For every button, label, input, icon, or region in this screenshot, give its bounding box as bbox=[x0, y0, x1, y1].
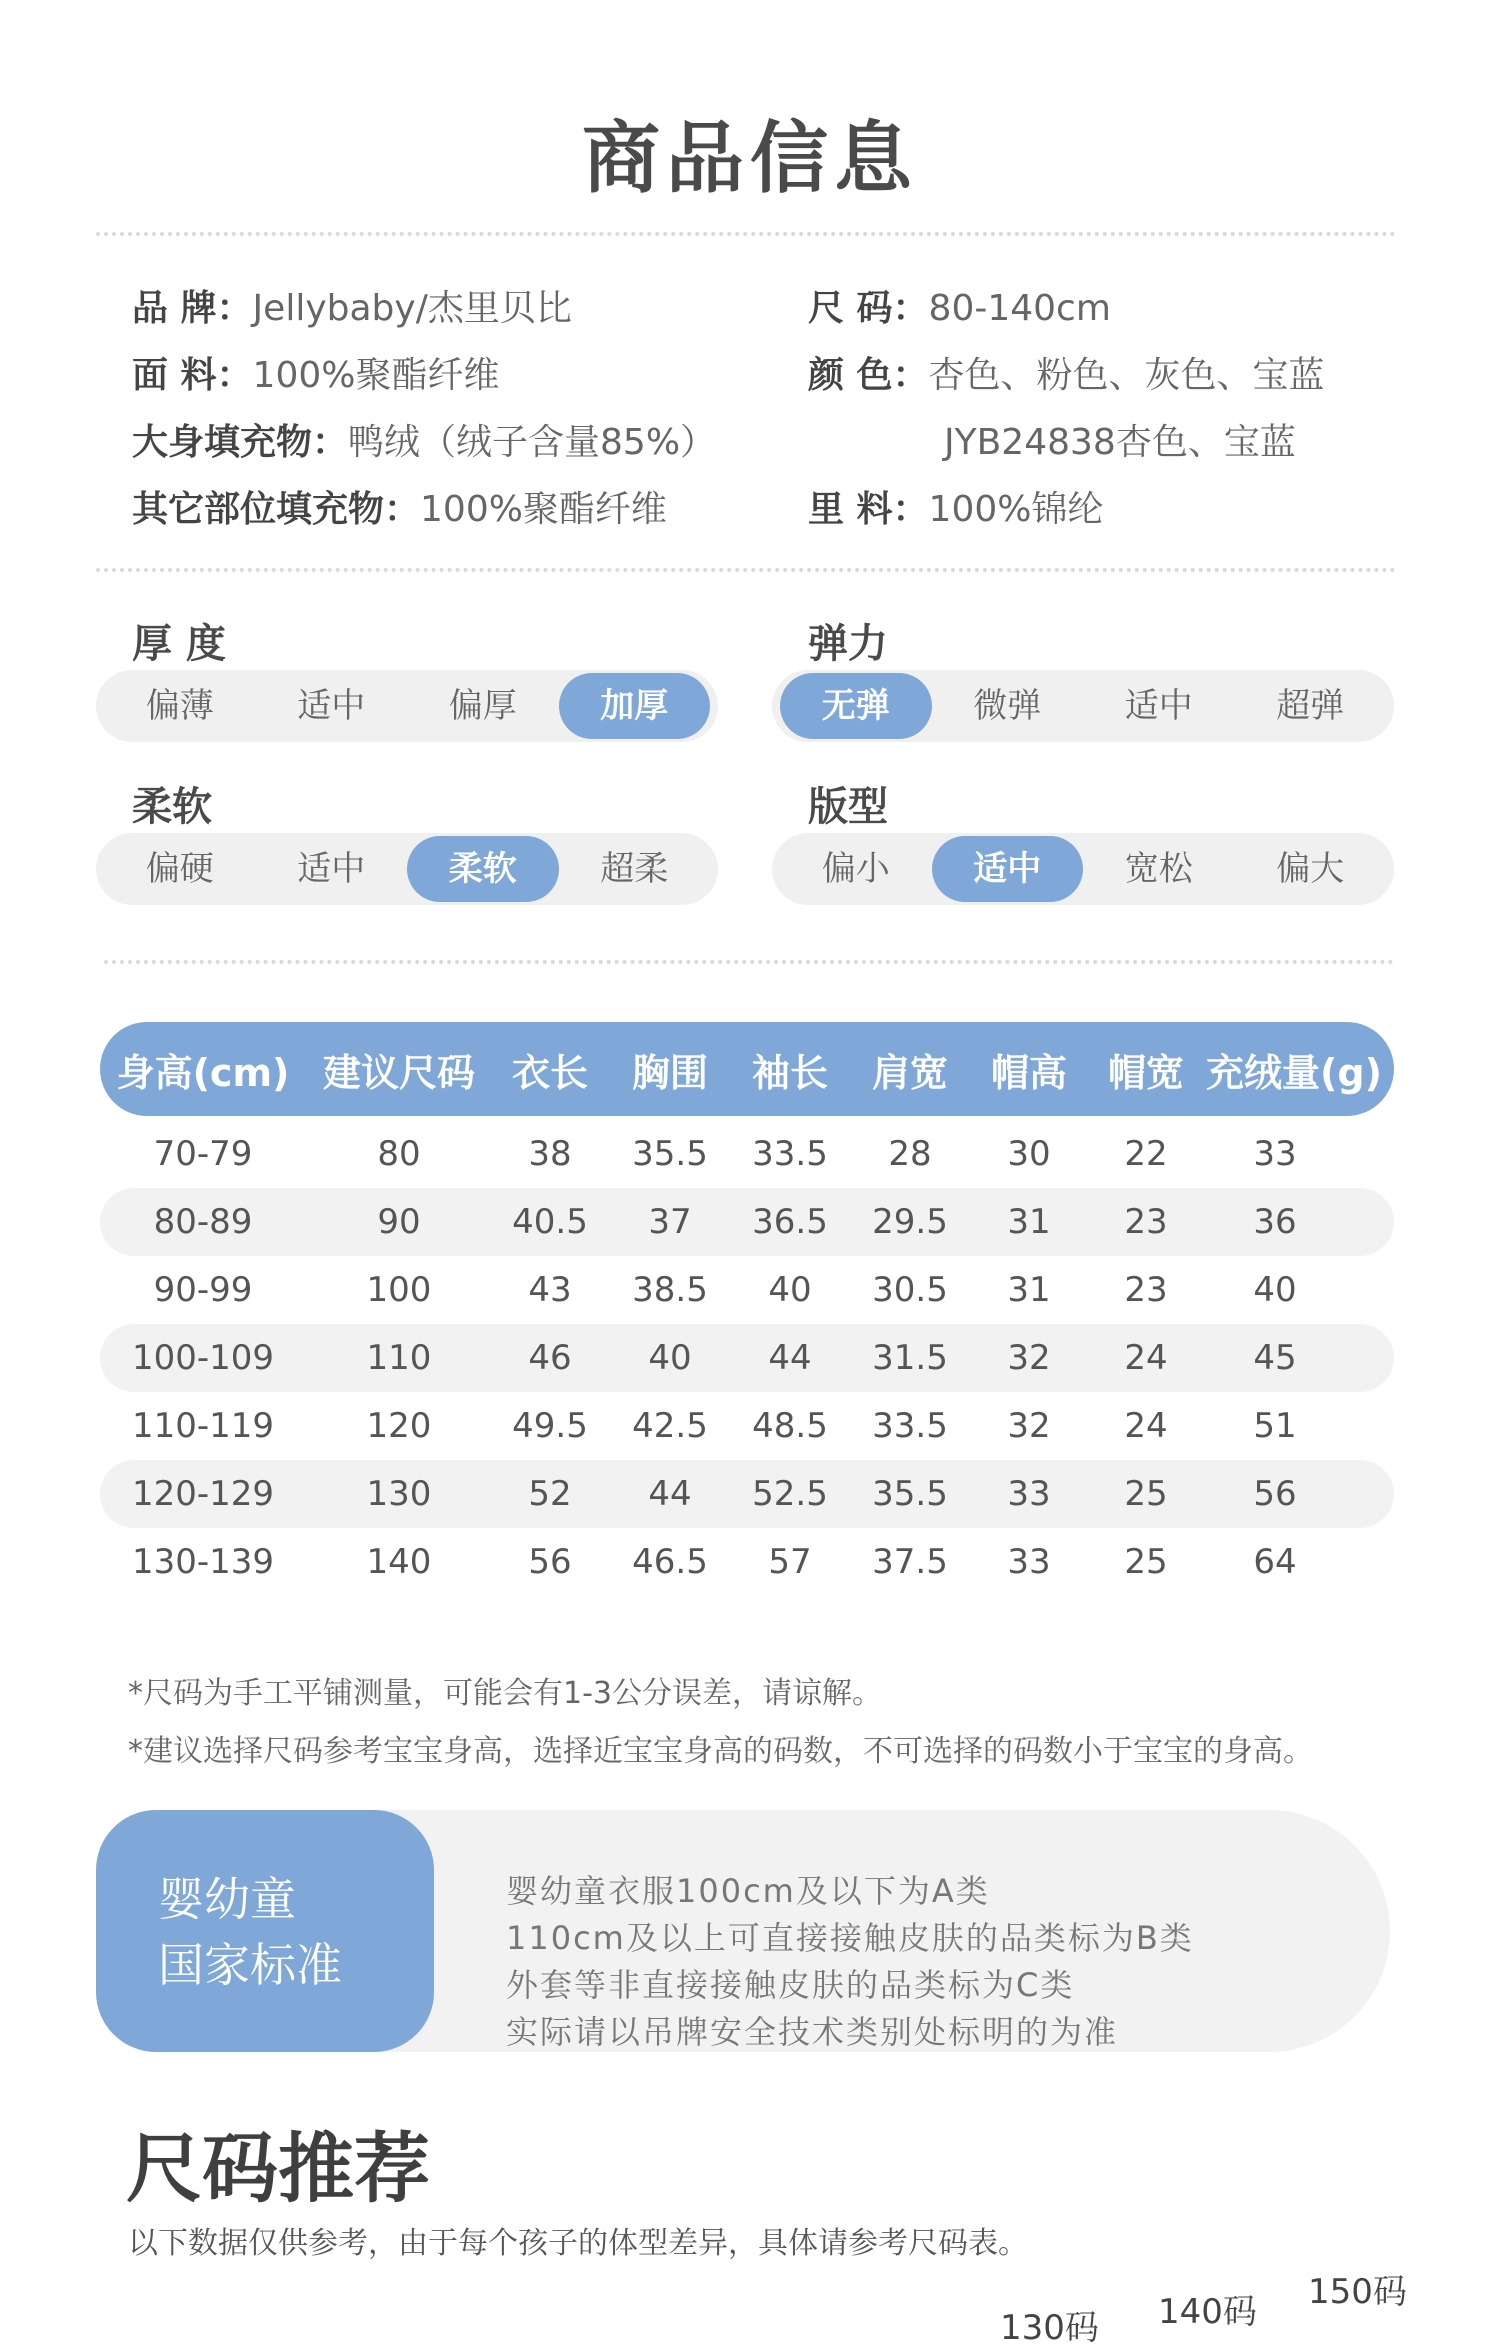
table-cell: 42.5 bbox=[632, 1406, 708, 1446]
table-cell: 100 bbox=[366, 1270, 432, 1310]
table-cell: 38.5 bbox=[632, 1270, 708, 1310]
table-cell: 37 bbox=[648, 1202, 692, 1242]
table-cell: 110 bbox=[366, 1338, 432, 1378]
table-cell: 25 bbox=[1124, 1542, 1168, 1582]
table-cell: 37.5 bbox=[872, 1542, 948, 1582]
table-cell: 130-139 bbox=[131, 1542, 275, 1582]
fit-option[interactable]: 偏大 bbox=[1276, 849, 1345, 889]
table-cell: 40.5 bbox=[512, 1202, 588, 1242]
table-cell: 36.5 bbox=[752, 1202, 828, 1242]
table-cell: 30.5 bbox=[872, 1270, 948, 1310]
size-table-header bbox=[100, 1022, 1394, 1116]
measurement-note: *尺码为手工平铺测量，可能会有1-3公分误差，请谅解。 bbox=[128, 1676, 882, 1711]
table-cell: 57 bbox=[768, 1542, 812, 1582]
table-cell: 52.5 bbox=[752, 1474, 828, 1514]
table-row bbox=[100, 1460, 1394, 1528]
table-cell: 49.5 bbox=[512, 1406, 588, 1446]
color-value: 杏色、粉色、灰色、宝蓝 bbox=[928, 355, 1325, 396]
header-hood-height: 帽高 bbox=[990, 1050, 1067, 1095]
table-cell: 31.5 bbox=[872, 1338, 948, 1378]
header-shoulder: 肩宽 bbox=[871, 1050, 948, 1095]
size-value: 80-140cm bbox=[928, 288, 1111, 329]
size-advice-note: *建议选择尺码参考宝宝身高，选择近宝宝身高的码数，不可选择的码数小于宝宝的身高。 bbox=[128, 1734, 1313, 1769]
standard-line: 实际请以吊牌安全技术类别处标明的为准 bbox=[506, 2013, 1119, 2051]
table-cell: 44 bbox=[648, 1474, 692, 1514]
header-height: 身高(cm) bbox=[116, 1050, 290, 1095]
color-label: 颜 色： bbox=[808, 355, 929, 396]
table-cell: 40 bbox=[648, 1338, 692, 1378]
body-fill-label: 大身填充物： bbox=[132, 422, 349, 463]
lining-value: 100%锦纶 bbox=[928, 489, 1104, 530]
table-cell: 140 bbox=[366, 1542, 432, 1582]
size-label: 尺 码： bbox=[808, 288, 929, 329]
table-cell: 24 bbox=[1124, 1338, 1168, 1378]
table-cell: 33 bbox=[1253, 1134, 1297, 1174]
table-cell: 33.5 bbox=[872, 1406, 948, 1446]
size-label-150: 150码 bbox=[1308, 2272, 1407, 2312]
table-cell: 43 bbox=[528, 1270, 572, 1310]
table-row bbox=[100, 1120, 1394, 1188]
badge-line: 婴幼童 bbox=[158, 1872, 296, 1926]
softness-selector bbox=[96, 833, 718, 905]
table-cell: 80 bbox=[377, 1134, 421, 1174]
table-cell: 28 bbox=[888, 1134, 932, 1174]
table-row bbox=[100, 1392, 1394, 1460]
color-value-2: JYB24838杏色、宝蓝 bbox=[944, 422, 1296, 463]
table-cell: 33 bbox=[1007, 1542, 1051, 1582]
other-fill-label: 其它部位填充物： bbox=[132, 489, 421, 530]
table-cell: 40 bbox=[1253, 1270, 1297, 1310]
table-cell: 36 bbox=[1253, 1202, 1297, 1242]
badge-line: 国家标准 bbox=[158, 1938, 342, 1992]
info-body-fill bbox=[132, 414, 716, 465]
header-length: 衣长 bbox=[511, 1050, 588, 1095]
thickness-option[interactable]: 偏厚 bbox=[448, 686, 517, 726]
table-cell: 25 bbox=[1124, 1474, 1168, 1514]
brand-label: 品 牌： bbox=[132, 288, 253, 329]
elasticity-selector bbox=[772, 670, 1394, 742]
fabric-value: 100%聚酯纤维 bbox=[252, 355, 500, 396]
body-fill-value: 鸭绒（绒子含量85%） bbox=[348, 422, 717, 463]
fit-option[interactable]: 宽松 bbox=[1124, 849, 1193, 889]
thickness-option[interactable]: 适中 bbox=[297, 686, 366, 726]
lining-label: 里 料： bbox=[808, 489, 929, 530]
header-hood-width: 帽宽 bbox=[1107, 1050, 1184, 1095]
table-cell: 32 bbox=[1007, 1338, 1051, 1378]
info-brand bbox=[132, 280, 572, 331]
table-cell: 32 bbox=[1007, 1406, 1051, 1446]
brand-value: Jellybaby/杰里贝比 bbox=[252, 288, 572, 329]
table-row bbox=[100, 1528, 1394, 1596]
info-color bbox=[808, 347, 1325, 398]
table-cell: 31 bbox=[1007, 1270, 1051, 1310]
table-row bbox=[100, 1324, 1394, 1392]
table-cell: 45 bbox=[1253, 1338, 1297, 1378]
size-label-140: 140码 bbox=[1158, 2292, 1257, 2332]
info-size bbox=[808, 280, 1111, 331]
table-cell: 35.5 bbox=[872, 1474, 948, 1514]
fit-selector bbox=[772, 833, 1394, 905]
standard-line: 婴幼童衣服100cm及以下为A类 bbox=[506, 1872, 990, 1910]
table-cell: 80-89 bbox=[153, 1202, 253, 1242]
header-fill-weight: 充绒量(g) bbox=[1206, 1050, 1382, 1095]
table-cell: 130 bbox=[366, 1474, 432, 1514]
table-row bbox=[100, 1256, 1394, 1324]
elasticity-option[interactable]: 适中 bbox=[1124, 686, 1193, 726]
table-cell: 100-109 bbox=[131, 1338, 275, 1378]
standard-line: 外套等非直接接触皮肤的品类标为C类 bbox=[506, 1966, 1075, 2004]
table-cell: 90 bbox=[377, 1202, 421, 1242]
table-cell: 64 bbox=[1253, 1542, 1297, 1582]
divider bbox=[96, 232, 1396, 236]
elasticity-option-selected[interactable]: 无弹 bbox=[780, 673, 932, 739]
table-cell: 23 bbox=[1124, 1202, 1168, 1242]
size-label-130: 130码 bbox=[1000, 2308, 1099, 2348]
table-cell: 23 bbox=[1124, 1270, 1168, 1310]
table-cell: 38 bbox=[528, 1134, 572, 1174]
elasticity-option[interactable]: 超弹 bbox=[1276, 686, 1345, 726]
elasticity-option[interactable]: 微弹 bbox=[973, 686, 1042, 726]
table-cell: 22 bbox=[1124, 1134, 1168, 1174]
info-other-fill bbox=[132, 481, 667, 532]
table-cell: 90-99 bbox=[153, 1270, 253, 1310]
table-cell: 33.5 bbox=[752, 1134, 828, 1174]
table-cell: 70-79 bbox=[153, 1134, 253, 1174]
thickness-selector bbox=[96, 670, 718, 742]
table-cell: 110-119 bbox=[131, 1406, 275, 1446]
table-cell: 40 bbox=[768, 1270, 812, 1310]
other-fill-value: 100%聚酯纤维 bbox=[420, 489, 667, 530]
header-chest: 胸围 bbox=[631, 1050, 708, 1095]
table-cell: 44 bbox=[768, 1338, 812, 1378]
table-cell: 120-129 bbox=[131, 1474, 275, 1514]
fabric-label: 面 料： bbox=[132, 355, 253, 396]
thickness-title: 厚 度 bbox=[132, 621, 226, 667]
table-cell: 46.5 bbox=[632, 1542, 708, 1582]
softness-option-selected[interactable]: 柔软 bbox=[407, 836, 559, 902]
elasticity-title: 弹力 bbox=[808, 621, 888, 667]
divider bbox=[104, 960, 1394, 964]
table-cell: 30 bbox=[1007, 1134, 1051, 1174]
recommend-subtitle: 以下数据仅供参考，由于每个孩子的体型差异，具体请参考尺码表。 bbox=[128, 2226, 1028, 2261]
page-title: 商品信息 bbox=[581, 114, 918, 204]
table-cell: 48.5 bbox=[752, 1406, 828, 1446]
thickness-option[interactable]: 偏薄 bbox=[145, 686, 214, 726]
divider bbox=[96, 568, 1396, 572]
recommend-title: 尺码推荐 bbox=[126, 2124, 430, 2213]
table-cell: 33 bbox=[1007, 1474, 1051, 1514]
header-size: 建议尺码 bbox=[322, 1050, 475, 1095]
softness-option[interactable]: 偏硬 bbox=[145, 849, 214, 889]
table-cell: 31 bbox=[1007, 1202, 1051, 1242]
table-row bbox=[100, 1188, 1394, 1256]
fit-title: 版型 bbox=[808, 784, 888, 830]
fit-option-selected[interactable]: 适中 bbox=[932, 836, 1084, 902]
softness-option[interactable]: 适中 bbox=[297, 849, 366, 889]
table-cell: 52 bbox=[528, 1474, 572, 1514]
standard-badge bbox=[96, 1810, 434, 2052]
softness-option[interactable]: 超柔 bbox=[600, 849, 669, 889]
softness-title: 柔软 bbox=[132, 784, 212, 830]
table-cell: 29.5 bbox=[872, 1202, 948, 1242]
table-cell: 24 bbox=[1124, 1406, 1168, 1446]
table-cell: 46 bbox=[528, 1338, 572, 1378]
table-cell: 56 bbox=[1253, 1474, 1297, 1514]
table-cell: 56 bbox=[528, 1542, 572, 1582]
table-cell: 120 bbox=[366, 1406, 432, 1446]
info-lining bbox=[808, 481, 1103, 532]
standard-line: 110cm及以上可直接接触皮肤的品类标为B类 bbox=[506, 1919, 1194, 1957]
table-cell: 51 bbox=[1253, 1406, 1297, 1446]
table-cell: 35.5 bbox=[632, 1134, 708, 1174]
header-sleeve: 袖长 bbox=[751, 1050, 828, 1095]
info-fabric bbox=[132, 347, 499, 398]
fit-option[interactable]: 偏小 bbox=[821, 849, 890, 889]
thickness-option-selected[interactable]: 加厚 bbox=[559, 673, 711, 739]
